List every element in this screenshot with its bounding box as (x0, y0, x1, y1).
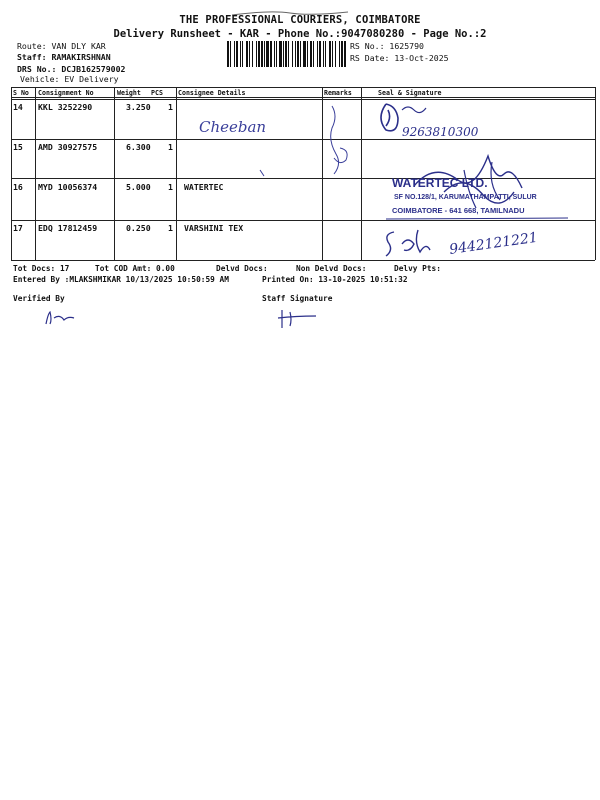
barcode-bar (285, 41, 287, 67)
printed-on: Printed On: 13-10-2025 10:51:32 (262, 275, 408, 284)
barcode-bar (258, 41, 260, 67)
svg-text:9263810300: 9263810300 (402, 125, 479, 138)
row-sno: 16 (13, 182, 23, 192)
col-pcs: PCS (151, 89, 163, 97)
row-consignee: VARSHINI TEX (184, 223, 244, 233)
barcode-bar (242, 41, 243, 67)
row-pcs: 1 (168, 223, 173, 233)
signature-row-17 (380, 222, 570, 262)
row-pcs: 1 (168, 182, 173, 192)
non-delivered-docs: Non Delvd Docs: (296, 264, 367, 273)
barcode-bar (279, 41, 282, 67)
row-weight: 5.000 (126, 182, 151, 192)
entered-by: Entered By :MLAKSHMIKAR 10/13/2025 10:50:59 AM (13, 275, 229, 284)
col-consignment: Consignment No (38, 89, 94, 97)
barcode-bar (339, 41, 340, 67)
row-consignment: MYD 10056374 (38, 182, 98, 192)
barcode-bar (344, 41, 346, 67)
barcode-bar (234, 41, 235, 67)
barcode-bar (274, 41, 275, 67)
staff-label: Staff: RAMAKIRSHNAN (17, 52, 111, 62)
rs-date: RS Date: 13-Oct-2025 (350, 53, 449, 63)
barcode-bar (236, 41, 238, 67)
barcode-bar (341, 41, 343, 67)
barcode-bar (256, 41, 257, 67)
svg-text:9442121221: 9442121221 (448, 229, 539, 258)
row-consignment: EDQ 17812459 (38, 223, 98, 233)
barcode-bar (246, 41, 248, 67)
verified-by-label: Verified By (13, 294, 65, 303)
barcode-bar (230, 41, 231, 67)
barcode-bar (329, 41, 331, 67)
barcode-bar (283, 41, 284, 67)
barcode-bar (295, 41, 296, 67)
company-stamp: WATERTEC LTD. SF NO.128/1, KARUMATHAMPATTI, SULUR COIMBATORE - 641 668, TAMILNADU (382, 176, 572, 228)
drs-number: DRS No.: DCJB162579002 (17, 64, 126, 74)
barcode-bar (288, 41, 289, 67)
barcode-bar (307, 41, 308, 67)
barcode-bar (227, 41, 229, 67)
col-weight: Weight (117, 89, 141, 97)
delivered-docs: Delvd Docs: (216, 264, 268, 273)
row-sno: 17 (13, 223, 23, 233)
row-pcs: 1 (168, 142, 173, 152)
row-consignment: KKL 3252290 (38, 102, 93, 112)
row-weight: 0.250 (126, 223, 151, 233)
remarks-scribble (322, 100, 362, 178)
barcode-bar (313, 41, 314, 67)
row-sno: 15 (13, 142, 23, 152)
runsheet-title: Delivery Runsheet - KAR - Phone No.:9047080280 - Page No.:2 (113, 28, 487, 40)
col-remarks: Remarks (324, 89, 352, 97)
row-sno: 14 (13, 102, 23, 112)
total-cod-amount: Tot COD Amt: 0.00 (95, 264, 175, 273)
route-label: Route: VAN DLY KAR (17, 41, 106, 51)
barcode-bar (335, 41, 336, 67)
scan-artifact (230, 2, 350, 10)
barcode-bar (332, 41, 333, 67)
barcode-bar (303, 41, 306, 67)
delivery-points: Delvy Pts: (394, 264, 441, 273)
svg-text:Cheeban: Cheeban (199, 118, 267, 136)
verified-by-initials (42, 308, 78, 328)
row-consignment: AMD 30927575 (38, 142, 98, 152)
barcode-bar (261, 41, 263, 67)
rs-number: RS No.: 1625790 (350, 41, 424, 51)
row-consignee: WATERTEC (184, 182, 224, 192)
handwritten-consignee-name (195, 116, 305, 138)
barcode-bar (270, 41, 272, 67)
barcode-bar (266, 41, 269, 67)
barcode-bar (310, 41, 312, 67)
row-pcs: 1 (168, 102, 173, 112)
staff-signature-label: Staff Signature (262, 294, 333, 303)
barcode-bar (252, 41, 253, 67)
staff-signature-initials (276, 308, 320, 330)
barcode-bar (323, 41, 324, 67)
barcode-bar (325, 41, 326, 67)
barcode-bar (319, 41, 321, 67)
barcode-bar (240, 41, 241, 67)
row-weight: 3.250 (126, 102, 151, 112)
barcode-bar (264, 41, 265, 67)
row-weight: 6.300 (126, 142, 151, 152)
total-docs: Tot Docs: 17 (13, 264, 70, 273)
barcode-bar (300, 41, 301, 67)
ink-tick (258, 168, 270, 178)
col-consignee: Consignee Details (178, 89, 246, 97)
barcode-bar (249, 41, 250, 67)
col-sno: S No (13, 89, 29, 97)
barcode (226, 41, 346, 67)
signature-row-14 (372, 100, 502, 138)
col-seal: Seal & Signature (378, 89, 442, 97)
barcode-bar (297, 41, 299, 67)
vehicle-label: Vehicle: EV Delivery (20, 74, 119, 84)
barcode-bar (317, 41, 318, 67)
company-name: THE PROFESSIONAL COURIERS, COIMBATORE (179, 14, 421, 26)
barcode-bar (276, 41, 277, 67)
barcode-bar (292, 41, 293, 67)
